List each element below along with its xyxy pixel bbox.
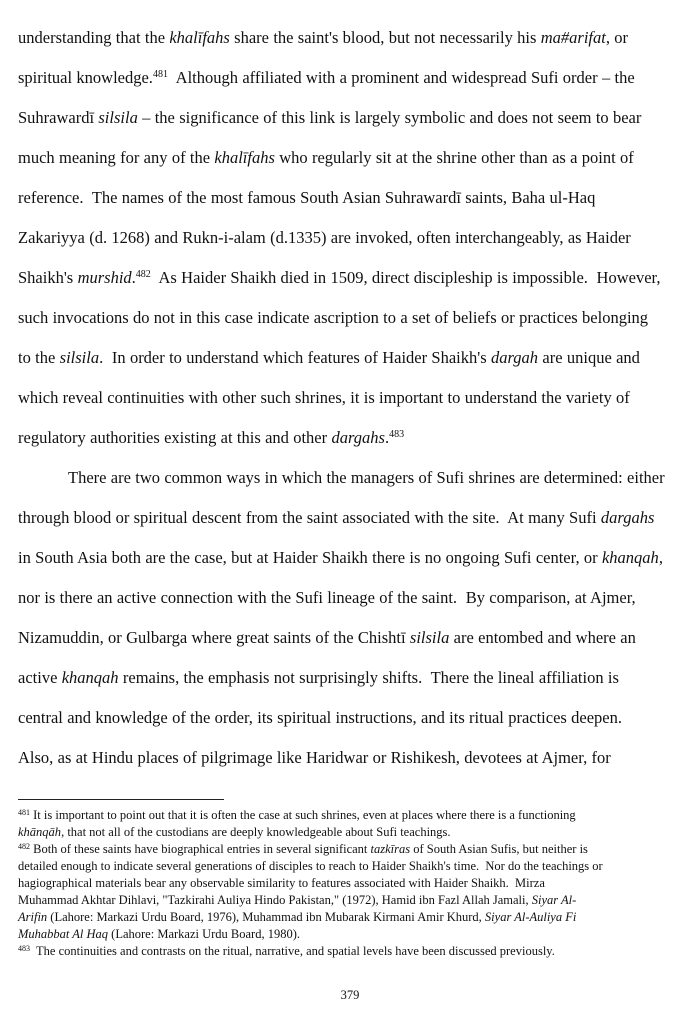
body-line: through blood or spiritual descent from the saint associated with the site. At many Sufi dargahs xyxy=(18,508,655,527)
body-line: nor is there an active connection with the Sufi lineage of the saint. By comparison, at Ajmer, xyxy=(18,588,636,607)
body-line: understanding that the khalīfahs share the saint's blood, but not necessarily his ma#arifat, or xyxy=(18,28,629,47)
footnotes xyxy=(18,807,694,960)
footnote-line: detailed enough to indicate several generations of disciples to reach to Haider Shaikh's time. Nor do the teachings or xyxy=(18,859,603,873)
body-line: which reveal continuities with other such shrines, it is important to understand the variety of xyxy=(18,388,630,407)
body-line: to the silsila. In order to understand which features of Haider Shaikh's dargah are unique and xyxy=(18,348,640,367)
body-line: Suhrawardī silsila – the significance of this link is largely symbolic and does not seem to bear xyxy=(18,108,642,127)
footnote-line: Muhammad Akhtar Dihlavi, "Tazkirahi Auliya Hindo Pakistan," (1972), Hamid ibn Fazl Allah Jamali, Siyar Al- xyxy=(18,893,577,907)
body-line: in South Asia both are the case, but at Haider Shaikh there is no ongoing Sufi center, or khanqah, xyxy=(18,548,663,567)
body-text xyxy=(18,23,690,783)
footnote-line: Arifin (Lahore: Markazi Urdu Board, 1976), Muhammad ibn Mubarak Kirmani Amir Khurd, Siyar Al-Auliya Fi xyxy=(18,910,577,924)
body-line: such invocations do not in this case indicate ascription to a set of beliefs or practices belonging xyxy=(18,308,649,327)
body-line: regulatory authorities existing at this and other dargahs.$^{483}$ xyxy=(18,428,405,447)
body-line: much meaning for any of the khalīfahs who regularly sit at the shrine other than as a point of xyxy=(18,148,634,167)
body-line: Zakariyya (d. 1268) and Rukn-i-alam (d.1335) are invoked, often interchangeably, as Haider xyxy=(18,228,631,247)
footnote-line: $^{481}$ It is important to point out that it is often the case at such shrines, even at places where there is a functioning xyxy=(18,808,576,822)
body-line: central and knowledge of the order, its spiritual instructions, and its ritual practices deepen. xyxy=(18,708,623,727)
body-line: spiritual knowledge.$^{481}$ Although affiliated with a prominent and widespread Sufi order – the xyxy=(18,68,635,87)
footnote-line: hagiographical materials bear any observable similarity to features associated with Haider Shaikh. Mirza xyxy=(18,876,545,890)
body-line: reference. The names of the most famous South Asian Suhrawardī saints, Baha ul-Haq xyxy=(18,188,596,207)
footnote-line: $^{483}$ The continuities and contrasts on the ritual, narrative, and spatial levels have been discussed previously. xyxy=(18,944,555,958)
body-line: Also, as at Hindu places of pilgrimage like Haridwar or Rishikesh, devotees at Ajmer, for xyxy=(18,748,611,767)
page-number: 379 xyxy=(340,988,360,1002)
body-line: Nizamuddin, or Gulbarga where great saints of the Chishtī silsila are entombed and where an xyxy=(18,628,636,647)
footnote-line: $^{482}$ Both of these saints have biographical entries in several significant tazkīras of South Asian Sufis, but neither is xyxy=(18,842,588,856)
footnote-line: khānqāh, that not all of the custodians are deeply knowledgeable about Sufi teachings. xyxy=(18,825,451,839)
footnote-divider xyxy=(18,799,224,800)
body-line: Shaikh's murshid.$^{482}$ As Haider Shaikh died in 1509, direct discipleship is impossible. However, xyxy=(18,268,661,287)
body-line: active khanqah remains, the emphasis not surprisingly shifts. There the lineal affiliation is xyxy=(18,668,619,687)
body-line: There are two common ways in which the managers of Sufi shrines are determined: either xyxy=(68,468,665,487)
footnote-line: Muhabbat Al Haq (Lahore: Markazi Urdu Board, 1980). xyxy=(18,927,300,941)
